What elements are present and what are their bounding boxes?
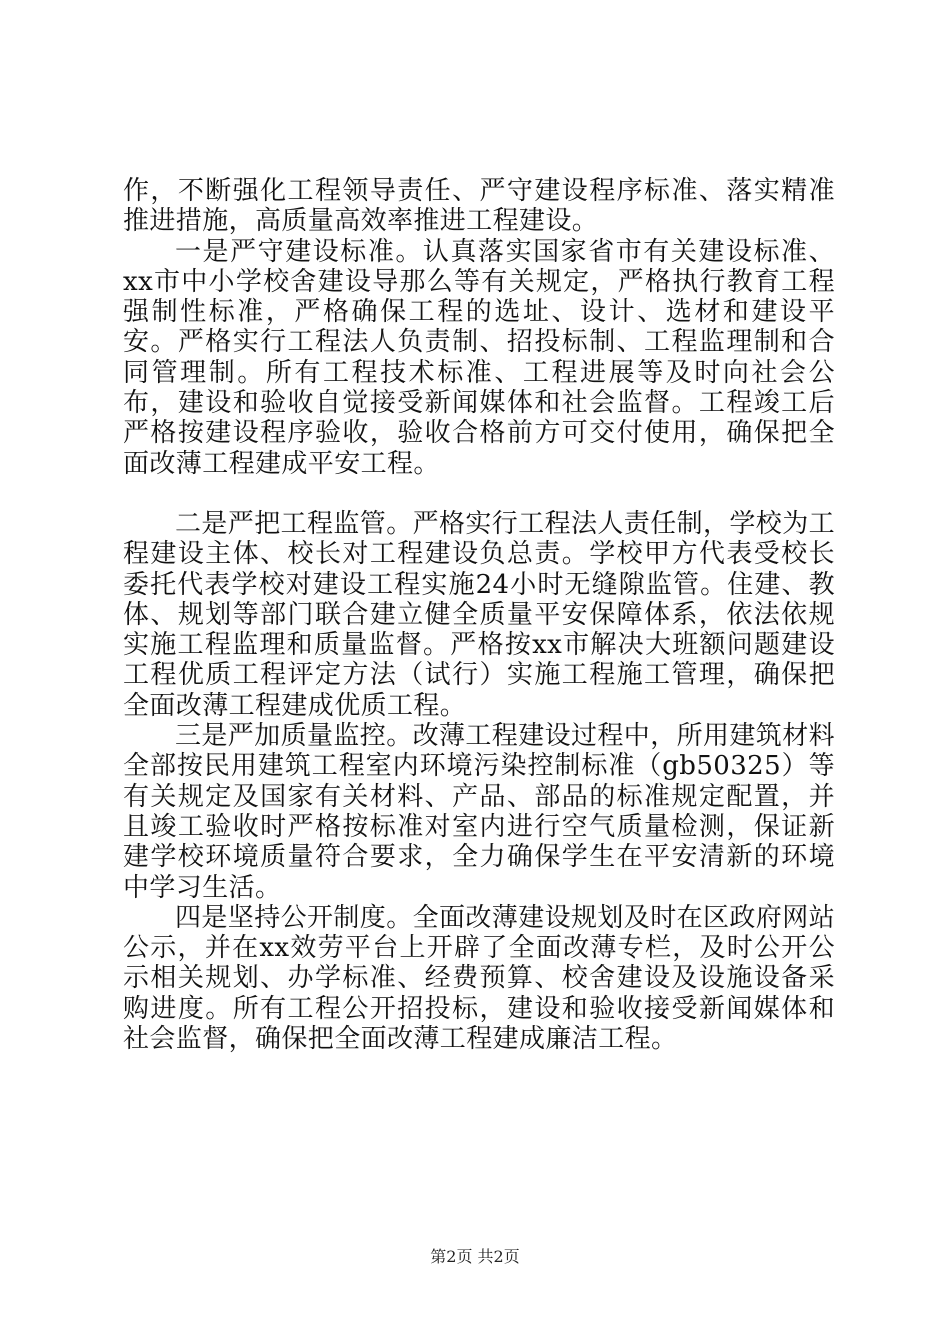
paragraph-continued: 作，不断强化工程领导责任、严守建设程序标准、落实精准推进措施，高质量高效率推进工程建设。 [123, 176, 835, 237]
paragraph-disclosure: 四是坚持公开制度。全面改薄建设规划及时在区政府网站公示，并在xx效劳平台上开辟了全面改薄专栏，及时公开公示相关规划、办学标准、经费预算、校舍建设及设施设备采购进度。所有工程公开招投标，建设和验收接受新闻媒体和社会监督，确保把全面改薄工程建成廉洁工程。 [123, 902, 836, 1055]
page-number: 第2页 共2页 [430, 1247, 520, 1266]
paragraph-quality-control: 三是严加质量监控。改薄工程建设过程中，所用建筑材料全部按民用建筑工程室内环境污染控制标准（gb50325）等有关规定及国家有关材料、产品、部品的标准规定配置，并且竣工验收时严格按标准对室内进行空气质量检测，保证新建学校环境质量符合要求，全力确保学生在平安清新的环境中学习生活。 [123, 721, 836, 903]
paragraph-supervision: 二是严把工程监管。严格实行工程法人责任制，学校为工程建设主体、校长对工程建设负总责。学校甲方代表受校长委托代表学校对建设工程实施24小时无缝隙监管。住建、教体、规划等部门联合建立健全质量平安保障体系，依法依规实施工程监理和质量监督。严格按xx市解决大班额问题建设工程优质工程评定方法（试行）实施工程施工管理，确保把全面改薄工程建成优质工程。 [123, 508, 836, 721]
document-body [123, 176, 835, 1054]
paragraph-standards: 一是严守建设标准。认真落实国家省市有关建设标准、xx市中小学校舍建设导那么等有关规定，严格执行教育工程强制性标准，严格确保工程的选址、设计、选材和建设平安。严格实行工程法人负责制、招投标制、工程监理制和合同管理制。所有工程技术标准、工程进展等及时向社会公布，建设和验收自觉接受新闻媒体和社会监督。工程竣工后严格按建设程序验收，验收合格前方可交付使用，确保把全面改薄工程建成平安工程。 [123, 236, 835, 479]
page-footer [0, 1244, 950, 1267]
